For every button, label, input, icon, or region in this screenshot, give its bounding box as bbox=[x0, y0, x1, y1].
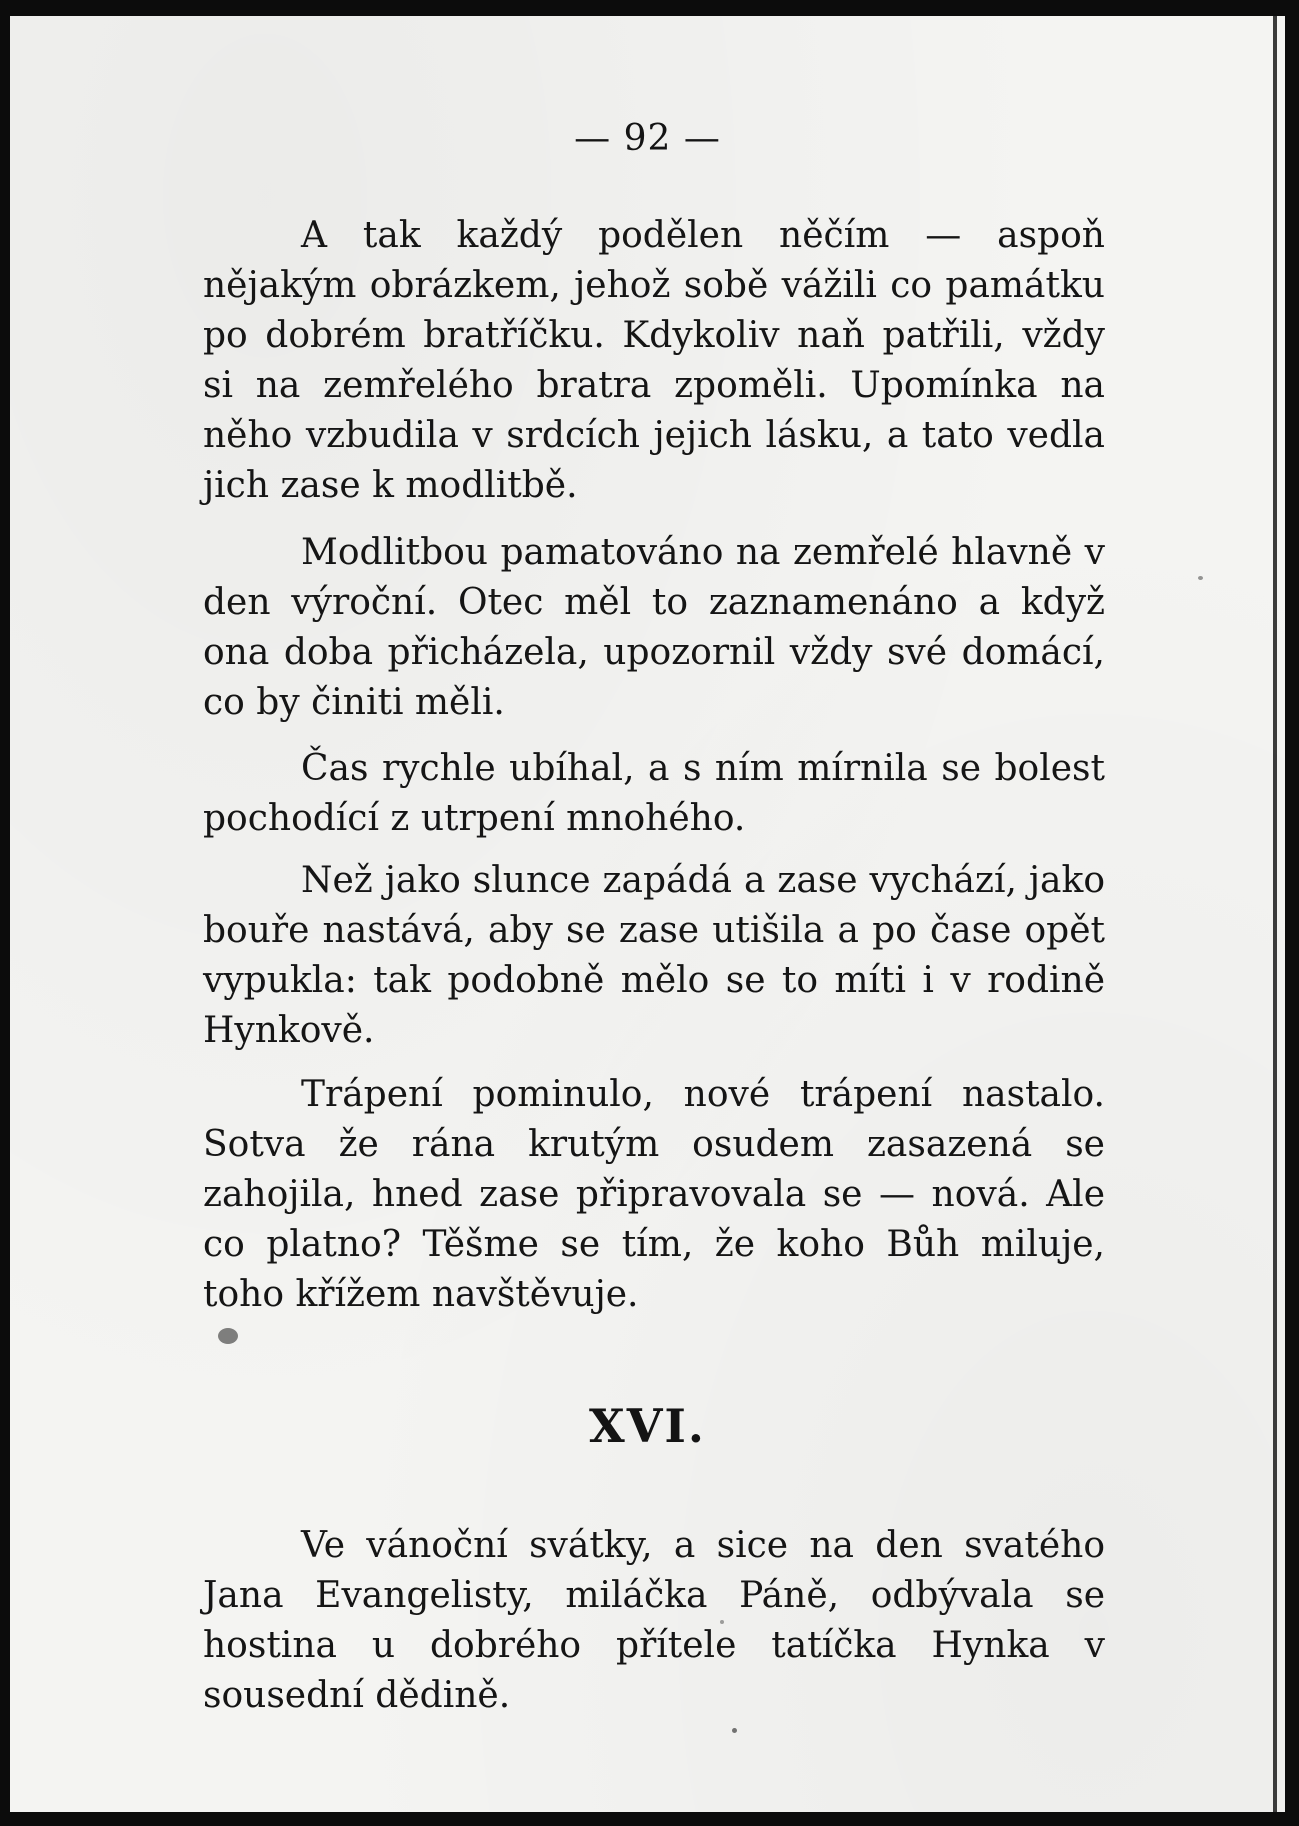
paragraph-5 bbox=[203, 1070, 1105, 1320]
page-edge-shadow bbox=[1273, 16, 1277, 1812]
paragraph-text: A tak každý podělen něčím — aspoň nějakým obrázkem, jehož sobě vážili co památku po dobrém bratříčku. Kdykoliv naň patřili, vždy si na zemřelého bratra zpoměli. Upomínka na něho vzbudila v srdcích jejich lásku, a tato vedla jich zase k modlitbě. bbox=[203, 215, 1105, 506]
paragraph-text: Čas rychle ubíhal, a s ním mírnila se bolest pochodící z utrpení mnohého. bbox=[203, 748, 1105, 839]
ink-speck-decoration bbox=[1198, 576, 1203, 580]
paragraph-text: Modlitbou pamatováno na zemřelé hlavně v den výroční. Otec měl to zaznamenáno a když ona doba přicházela, upozornil vždy své domácí, co by činiti měli. bbox=[203, 532, 1105, 723]
ink-speck-decoration bbox=[732, 1728, 737, 1733]
paragraph-text: Trápení pominulo, nové trápení nastalo. Sotva že rána krutým osudem zasazená se zahojila, hned zase připravovala se — nová. Ale co platno? Těšme se tím, že koho Bůh miluje, toho křížem navštěvuje. bbox=[203, 1074, 1105, 1315]
paragraph-4 bbox=[203, 856, 1105, 1056]
paragraph-2 bbox=[203, 528, 1105, 728]
page-number: — 92 — bbox=[574, 118, 721, 159]
chapter-paragraph-1 bbox=[203, 1521, 1105, 1721]
chapter-heading: XVI. bbox=[589, 1399, 706, 1453]
paragraph-3 bbox=[203, 744, 1105, 844]
paragraph-text: Ve vánoční svátky, a sice na den svatého Jana Evangelisty, miláčka Páně, odbývala se hostina u dobrého přítele tatíčka Hynka v sousední dědině. bbox=[203, 1525, 1105, 1716]
paragraph-1 bbox=[203, 211, 1105, 511]
ink-blot-decoration bbox=[218, 1328, 238, 1344]
ink-speck-decoration bbox=[720, 1620, 724, 1624]
paragraph-text: Než jako slunce zapádá a zase vychází, jako bouře nastává, aby se zase utišila a po čase opět vypukla: tak podobně mělo se to míti i v rodině Hynkově. bbox=[203, 860, 1105, 1051]
book-page bbox=[10, 16, 1285, 1812]
